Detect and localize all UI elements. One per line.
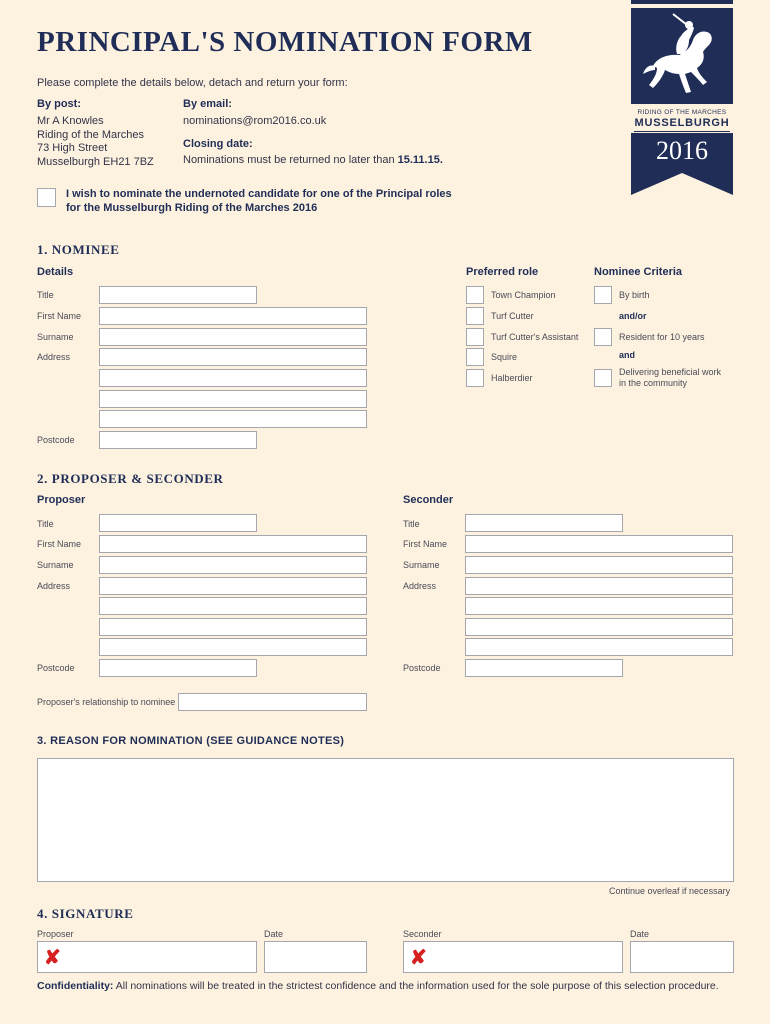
rider-logo	[631, 8, 733, 104]
criteria-community-label	[619, 367, 721, 389]
proposer-address-line-2[interactable]	[99, 597, 367, 615]
nominee-address-line-3[interactable]	[99, 390, 367, 408]
label-address: Address	[37, 581, 71, 591]
nominate-line: I wish to nominate the undernoted candidate for one of the Principal roles	[66, 188, 452, 200]
badge-divider	[634, 131, 730, 132]
post-heading: By post:	[37, 98, 81, 110]
badge-tagline: RIDING OF THE MARCHES	[637, 109, 727, 116]
confidentiality-text: All nominations will be treated in the strictest confidence and the information used for the sole purpose of this selection procedure.	[113, 980, 719, 992]
details-heading: Details	[37, 266, 74, 278]
closing-sentence: Nominations must be returned no later than	[183, 154, 395, 166]
seconder-postcode-field[interactable]	[465, 659, 623, 677]
label-first-name: First Name	[403, 539, 448, 549]
proposer-first-name-field[interactable]	[99, 535, 367, 553]
role-checkbox-squire[interactable]	[466, 348, 484, 366]
page-title: PRINCIPAL'S NOMINATION FORM	[37, 26, 533, 58]
label-first-name: First Name	[37, 311, 82, 321]
post-line: Mr A Knowles	[37, 115, 104, 127]
badge-year: 2016	[656, 136, 708, 165]
badge-town: MUSSELBURGH	[634, 117, 730, 129]
continue-note: Continue overleaf if necessary	[609, 886, 731, 896]
label-surname: Surname	[37, 332, 74, 342]
label-postcode: Postcode	[37, 663, 75, 673]
closing-text	[183, 154, 443, 168]
seconder-address-line-3[interactable]	[465, 618, 733, 636]
role-checkbox-halberdier[interactable]	[466, 369, 484, 387]
nominee-address-line-2[interactable]	[99, 369, 367, 387]
nominee-postcode-field[interactable]	[99, 431, 257, 449]
section-nominee: 1. NOMINEE	[37, 242, 120, 257]
post-line: Riding of the Marches	[37, 128, 144, 141]
post-line: 73 High Street	[37, 142, 108, 154]
email-heading: By email:	[183, 98, 232, 110]
seconder-address-line-1[interactable]	[465, 577, 733, 595]
label-title: Title	[37, 519, 54, 529]
criteria-label: By birth	[619, 290, 650, 300]
role-checkbox-turf-cutter[interactable]	[466, 307, 484, 325]
proposer-postcode-field[interactable]	[99, 659, 257, 677]
proposer-title-field[interactable]	[99, 514, 257, 532]
label-postcode: Postcode	[37, 435, 75, 445]
label-surname: Surname	[403, 560, 440, 570]
relationship-field[interactable]	[178, 693, 367, 711]
seconder-address-line-2[interactable]	[465, 597, 733, 615]
proposer-signature-field[interactable]	[37, 941, 257, 973]
label-title: Title	[37, 290, 54, 300]
criteria-label: Resident for 10 years	[619, 332, 705, 342]
label-postcode: Postcode	[403, 663, 441, 673]
signature-date-label: Date	[264, 929, 284, 939]
seconder-first-name-field[interactable]	[465, 535, 733, 553]
criteria-line: Delivering beneficial work	[619, 367, 722, 377]
nominate-statement	[66, 187, 452, 215]
seconder-date-field[interactable]	[630, 941, 734, 973]
proposer-surname-field[interactable]	[99, 556, 367, 574]
relationship-label: Proposer's relationship to nominee	[37, 697, 176, 707]
horse-rider-icon	[631, 8, 733, 104]
confidentiality-label: Confidentiality:	[37, 980, 114, 992]
criteria-and: and	[619, 350, 636, 360]
criteria-checkbox-community[interactable]	[594, 369, 612, 387]
proposer-address-line-1[interactable]	[99, 577, 367, 595]
section-signature: 4. SIGNATURE	[37, 906, 134, 921]
criteria-heading: Nominee Criteria	[594, 266, 683, 278]
closing-date: 15.11.15.	[397, 154, 443, 166]
label-address: Address	[403, 581, 437, 591]
proposer-heading: Proposer	[37, 494, 86, 506]
confidentiality-note	[37, 980, 737, 992]
section-proposer-seconder: 2. PROPOSER & SECONDER	[37, 471, 224, 486]
proposer-date-field[interactable]	[264, 941, 367, 973]
reason-textarea[interactable]	[37, 758, 734, 882]
criteria-line: in the community	[619, 378, 688, 388]
nominee-first-name-field[interactable]	[99, 307, 367, 325]
post-address	[37, 115, 154, 169]
nominee-address-line-1[interactable]	[99, 348, 367, 366]
nominee-surname-field[interactable]	[99, 328, 367, 346]
seconder-address-line-4[interactable]	[465, 638, 733, 656]
post-line: Musselburgh EH21 7BZ	[37, 155, 154, 168]
section-reason: 3. REASON FOR NOMINATION (SEE GUIDANCE NOTES)	[37, 735, 345, 747]
role-label: Squire	[491, 352, 518, 362]
signature-proposer-label: Proposer	[37, 929, 74, 939]
seconder-title-field[interactable]	[465, 514, 623, 532]
role-checkbox-turf-cutters-assistant[interactable]	[466, 328, 484, 346]
criteria-checkbox-birth[interactable]	[594, 286, 612, 304]
nominee-title-field[interactable]	[99, 286, 257, 304]
label-title: Title	[403, 519, 420, 529]
criteria-checkbox-resident[interactable]	[594, 328, 612, 346]
role-label: Turf Cutter	[491, 311, 534, 321]
email-address[interactable]: nominations@rom2016.co.uk	[183, 115, 327, 127]
role-heading: Preferred role	[466, 266, 539, 278]
label-address: Address	[37, 352, 71, 362]
nominate-line: for the Musselburgh Riding of the Marches 2016	[66, 202, 318, 214]
role-label: Town Champion	[491, 290, 556, 300]
label-surname: Surname	[37, 560, 74, 570]
label-first-name: First Name	[37, 539, 82, 549]
sign-here-icon: ✘	[410, 947, 427, 969]
badge-top-bar	[631, 0, 733, 4]
proposer-address-line-4[interactable]	[99, 638, 367, 656]
intro-text: Please complete the details below, detach and return your form:	[37, 77, 348, 89]
signature-date-label: Date	[630, 929, 650, 939]
seconder-signature-field[interactable]	[403, 941, 623, 973]
seconder-surname-field[interactable]	[465, 556, 733, 574]
nominate-checkbox[interactable]	[37, 188, 56, 207]
role-checkbox-town-champion[interactable]	[466, 286, 484, 304]
seconder-heading: Seconder	[403, 494, 454, 506]
role-label: Halberdier	[491, 373, 533, 383]
closing-heading: Closing date:	[183, 138, 253, 150]
nominee-address-line-4[interactable]	[99, 410, 367, 428]
criteria-and-or: and/or	[619, 311, 647, 321]
signature-seconder-label: Seconder	[403, 929, 442, 939]
role-label: Turf Cutter's Assistant	[491, 332, 579, 342]
proposer-address-line-3[interactable]	[99, 618, 367, 636]
sign-here-icon: ✘	[44, 947, 61, 969]
